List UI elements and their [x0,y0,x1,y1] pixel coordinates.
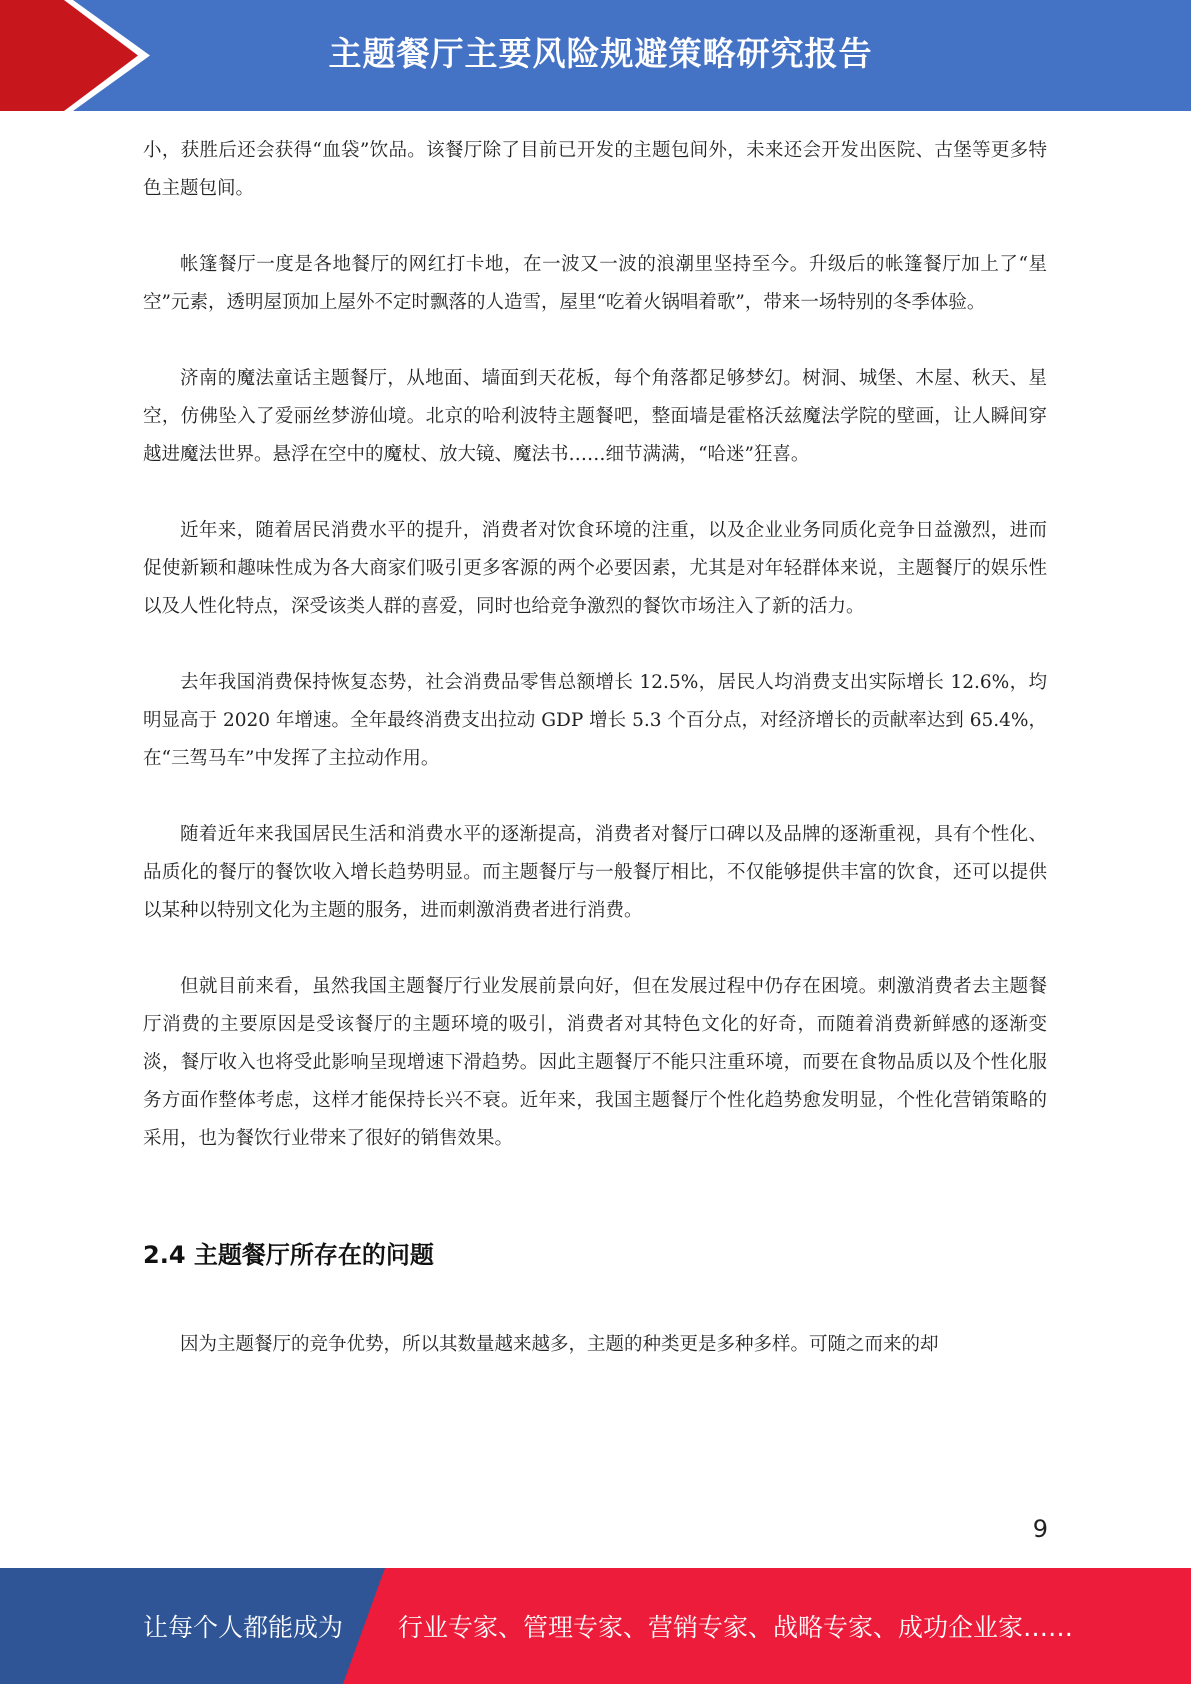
page-footer [0,1568,1191,1684]
paragraph: 近年来，随着居民消费水平的提升，消费者对饮食环境的注重，以及企业业务同质化竞争日益激烈，进而促使新颖和趣味性成为各大商家们吸引更多客源的两个必要因素，尤其是对年轻群体来说，主题餐厅的娱乐性以及人性化特点，深受该类人群的喜爱，同时也给竞争激烈的餐饮市场注入了新的活力。 [143,520,1047,617]
footer-slogan: 让每个人都能成为 [143,1613,344,1642]
paragraph: 帐篷餐厅一度是各地餐厅的网红打卡地，在一波又一波的浪潮里坚持至今。升级后的帐篷餐厅加上了“星空”元素，透明屋顶加上屋外不定时飘落的人造雪，屋里“吃着火锅唱着歌”，带来一场特别的冬季体验。 [143,254,1047,313]
paragraph: 因为主题餐厅的竞争优势，所以其数量越来越多，主题的种类更是多种多样。可随之而来的却 [180,1334,939,1355]
report-title: 主题餐厅主要风险规避策略研究报告 [328,34,873,73]
footer-expert-list: 行业专家、管理专家、营销专家、战略专家、成功企业家…… [398,1613,1074,1642]
document-body [143,132,1047,1364]
section-heading: 2.4 主题餐厅所存在的问题 [143,1241,434,1269]
paragraph: 小，获胜后还会获得“血袋”饮品。该餐厅除了目前已开发的主题包间外，未来还会开发出医院、古堡等更多特色主题包间。 [143,140,1047,199]
paragraph: 济南的魔法童话主题餐厅，从地面、墙面到天花板，每个角落都足够梦幻。树洞、城堡、木屋、秋天、星空，仿佛坠入了爱丽丝梦游仙境。北京的哈利波特主题餐吧，整面墙是霍格沃兹魔法学院的壁画，让人瞬间穿越进魔法世界。悬浮在空中的魔杖、放大镜、魔法书……细节满满，“哈迷”狂喜。 [143,368,1047,465]
paragraph: 随着近年来我国居民生活和消费水平的逐渐提高，消费者对餐厅口碑以及品牌的逐渐重视，具有个性化、品质化的餐厅的餐饮收入增长趋势明显。而主题餐厅与一般餐厅相比，不仅能够提供丰富的饮食，还可以提供以某种以特别文化为主题的服务，进而刺激消费者进行消费。 [143,824,1047,921]
paragraph: 但就目前来看，虽然我国主题餐厅行业发展前景向好，但在发展过程中仍存在困境。刺激消费者去主题餐厅消费的主要原因是受该餐厅的主题环境的吸引，消费者对其特色文化的好奇，而随着消费新鲜感的逐渐变淡，餐厅收入也将受此影响呈现增速下滑趋势。因此主题餐厅不能只注重环境，而要在食物品质以及个性化服务方面作整体考虑，这样才能保持长兴不衰。近年来，我国主题餐厅个性化趋势愈发明显，个性化营销策略的采用，也为餐饮行业带来了很好的销售效果。 [143,976,1047,1149]
page-number: 9 [1032,1515,1048,1543]
page-header [0,0,1191,111]
paragraph: 去年我国消费保持恢复态势，社会消费品零售总额增长 12.5%，居民人均消费支出实际增长 12.6%，均明显高于 2020 年增速。全年最终消费支出拉动 GDP 增长 5.3 个百分点，对经济增长的贡献率达到 65.4%，在“三驾马车”中发挥了主拉动作用。 [143,672,1047,769]
